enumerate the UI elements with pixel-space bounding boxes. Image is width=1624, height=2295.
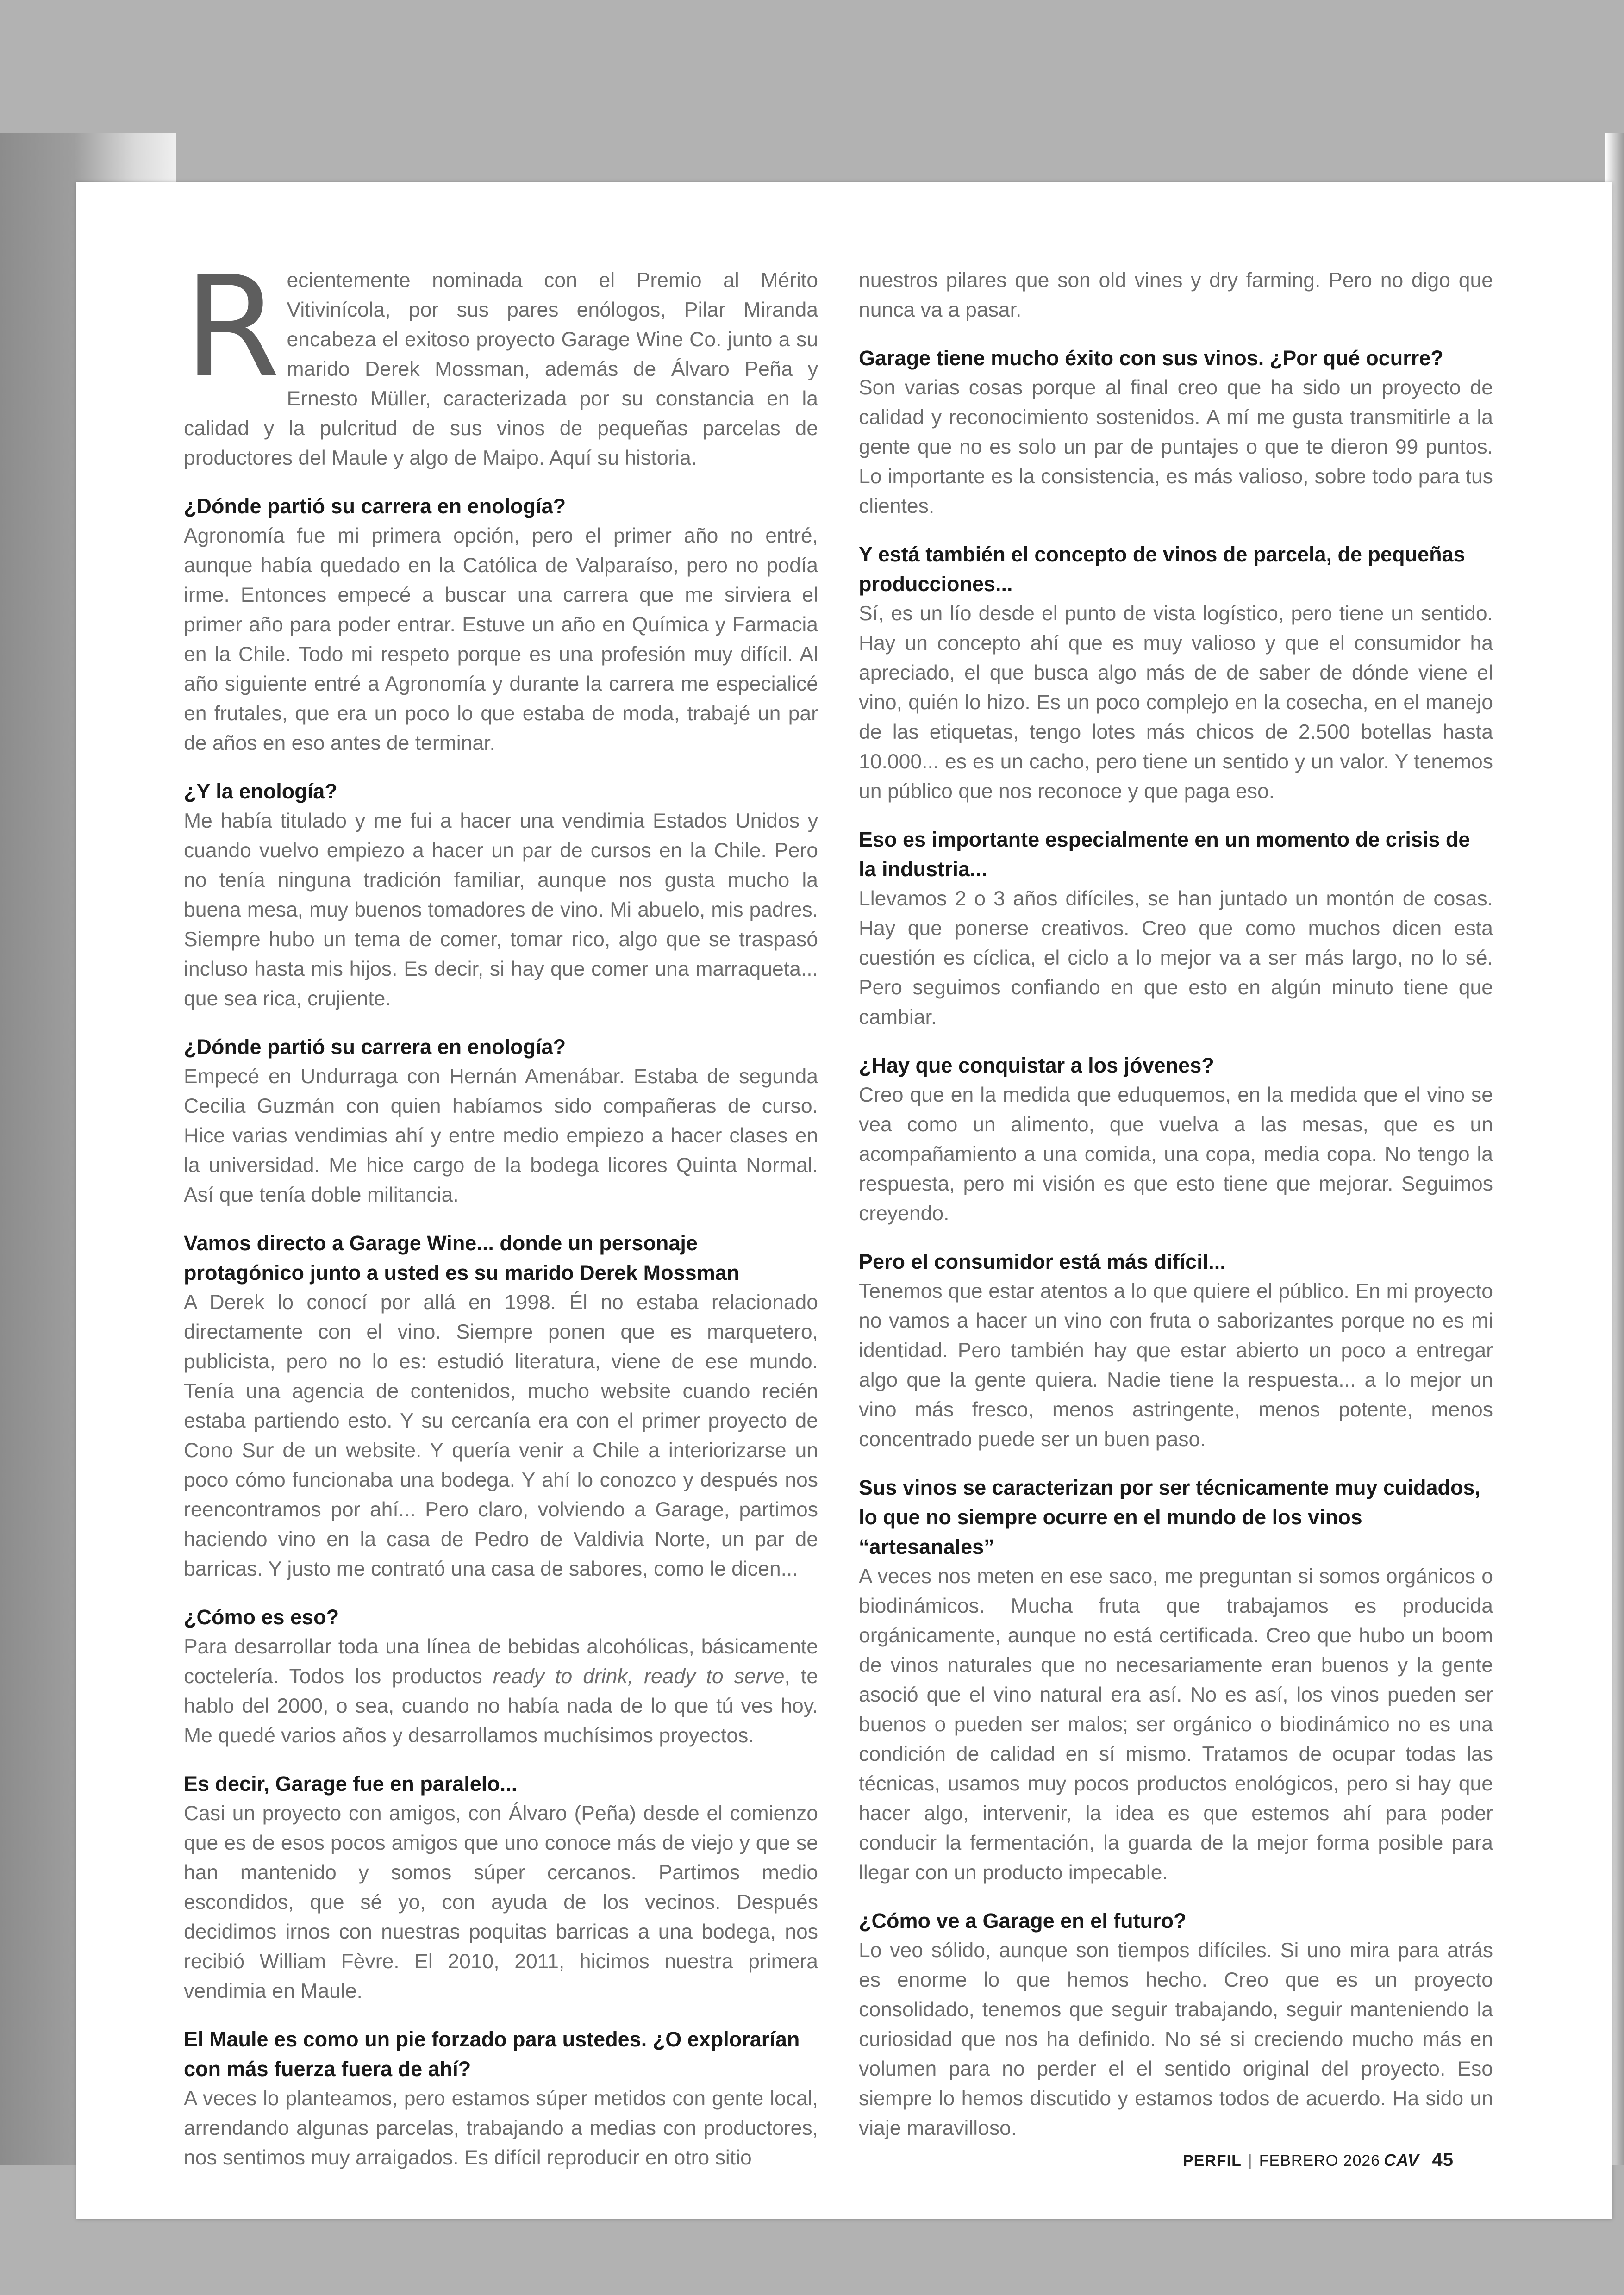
answer-paragraph: Lo veo sólido, aunque son tiempos difíciles. Si uno mira para atrás es enorme lo que hemos hecho. Creo que es un proyecto consolidado, tenemos que seguir trabajando, seguir manteniendo la curiosidad que nos ha definido. No sé si creciendo mucho más en volumen para no perder el el sentido original del proyecto. Eso siempre lo hemos discutido y estamos todos de acuerdo. Ha sido un viaje maravilloso.	[859, 1939, 1493, 2139]
answer-paragraph: Empecé en Undurraga con Hernán Amenábar. Estaba de segunda Cecilia Guzmán con quien habíamos sido compañeras de curso. Hice varias vendimias ahí y entre medio empiezo a hacer clases en la universidad. Me hice cargo de la bodega licores Quinta Normal. Así que tenía doble militancia.	[184, 1065, 818, 1206]
question-heading: El Maule es como un pie forzado para ustedes. ¿O explorarían con más fuerza fuera de ahí?	[184, 2027, 800, 2081]
question-heading: ¿Y la enología?	[184, 780, 337, 803]
drop-cap: R	[184, 246, 281, 408]
page-footer	[1183, 2150, 1454, 2170]
answer-paragraph	[184, 1632, 818, 1751]
answer-paragraph: A veces nos meten en ese saco, me preguntan si somos orgánicos o biodinámicos. Mucha fruta que trabajamos es producida orgánicamente, aunque no está certificada. Creo que hubo un boom de vinos naturales que no necesariamente eran buenos y la gente asoció que el vino natural era así. No es así, los vinos pueden ser buenos o pueden ser malos; ser orgánico o biodinámico no es una condición de calidad en sí mismo. Tratamos de ocupar todas las técnicas, usamos muy pocos productos enológicos, pero si hay que hacer algo, intervenir, la idea es que estemos ahí para poder conducir la fermentación, la guarda de la mejor forma posible para llegar con un producto impecable.	[859, 1565, 1493, 1884]
question-heading: ¿Dónde partió su carrera en enología?	[184, 1035, 566, 1059]
answer-text: Para desarrollar toda una línea de bebidas alcohólicas, básicamente coctelería. Todos los productos	[184, 1635, 818, 1688]
question-heading: Vamos directo a Garage Wine... donde un personaje protagónico junto a usted es su marido Derek Mossman	[184, 1231, 740, 1285]
answer-paragraph: Creo que en la medida que eduquemos, en la medida que el vino se vea como un alimento, que vuelva a las mesas, que es un acompañamiento a una comida, una copa, media copa. No tengo la respuesta, pero mi visión es que esto tiene que mejorar. Seguimos creyendo.	[859, 1084, 1493, 1225]
question-heading: Eso es importante especialmente en un momento de crisis de la industria...	[859, 828, 1470, 881]
answer-paragraph: Sí, es un lío desde el punto de vista logístico, pero tiene un sentido. Hay un concepto ahí que es muy valioso y que el consumidor ha apreciado, el que busca algo más de de saber de dónde viene el vino, quién lo hizo. Es un poco complejo en la cosecha, en el manejo de las etiquetas, tengo lotes más chicos de 2.500 botellas hasta 10.000... es es un cacho, pero tiene un sentido y un valor. Y tenemos un público que nos reconoce y que paga eso.	[859, 602, 1493, 803]
answer-paragraph: Agronomía fue mi primera opción, pero el primer año no entré, aunque había quedado en la Católica de Valparaíso, pero no podía irme. Entonces empecé a buscar una carrera que me sirviera el primer año para poder entrar. Estuve un año en Química y Farmacia en la Chile. Todo mi respeto porque es una profesión muy difícil. Al año siguiente entré a Agronomía y durante la carrera me especialicé en frutales, que era un poco lo que estaba de moda, trabajé un par de años en eso antes de terminar.	[184, 524, 818, 755]
answer-paragraph: Casi un proyecto con amigos, con Álvaro (Peña) desde el comienzo que es de esos pocos amigos que uno conoce más de viejo y que se han mantenido y somos súper cercanos. Partimos medio escondidos, que sé yo, con ayuda de los vecinos. Después decidimos irnos con nuestras poquitas barricas a una bodega, nos recibió William Fèvre. El 2010, 2011, hicimos nuestra primera vendimia en Maule.	[184, 1802, 818, 2002]
answer-paragraph: Me había titulado y me fui a hacer una vendimia Estados Unidos y cuando vuelvo empiezo a hacer un par de cursos en la Chile. Pero no tenía ninguna tradición familiar, aunque nos gusta mucho la buena mesa, muy buenos tomadores de vino. Mi abuelo, mis padres. Siempre hubo un tema de comer, tomar rico, algo que se traspasó incluso hasta mis hijos. Es decir, si hay que comer una marraqueta... que sea rica, crujiente.	[184, 810, 818, 1010]
magazine-page	[76, 182, 1612, 2219]
question-heading: Y está también el concepto de vinos de parcela, de pequeñas producciones...	[859, 543, 1465, 596]
answer-paragraph: Tenemos que estar atentos a lo que quiere el público. En mi proyecto no vamos a hacer un vino con fruta o saborizantes porque no es mi identidad. Pero también hay que estar abierto un poco a entregar algo que la gente quiera. Nadie tiene la respuesta... a lo mejor un vino más fresco, menos astringente, menos potente, menos concentrado puede ser un buen paso.	[859, 1280, 1493, 1451]
column-left	[184, 246, 818, 2191]
footer-section: PERFIL	[1183, 2152, 1242, 2170]
answer-paragraph: Llevamos 2 o 3 años difíciles, se han juntado un montón de cosas. Hay que ponerse creativos. Creo que como muchos dicen esta cuestión es cíclica, el ciclo a lo mejor va a ser más largo, no lo sé. Pero seguimos confiando en que esto en algún minuto tiene que cambiar.	[859, 887, 1493, 1029]
magazine-logo: CAV	[1384, 2151, 1419, 2170]
footer-separator: |	[1248, 2152, 1253, 2170]
intro-text: ecientemente nominada con el Premio al Mérito Vitivinícola, por sus pares enólogos, Pilar Miranda encabeza el exitoso proyecto Garage Wine Co. junto a su marido Derek Mossman, además de Álvaro Peña y Ernesto Müller, caracterizada por su constancia en la calidad y la pulcritud de sus vinos de pequeñas parcelas de productores del Maule y algo de Maipo. Aquí su historia.	[184, 269, 818, 469]
intro-paragraph	[184, 246, 818, 473]
footer-date: FEBRERO 2026	[1259, 2152, 1380, 2170]
column-right	[859, 266, 1493, 2162]
answer-paragraph: Son varias cosas porque al final creo que ha sido un proyecto de calidad y reconocimiento sostenidos. A mí me gusta transmitirle a la gente que no es solo un par de puntajes o que te dieron 99 puntos. Lo importante es la consistencia, es más valioso, sobre todo para tus clientes.	[859, 376, 1493, 518]
question-heading: ¿Hay que conquistar a los jóvenes?	[859, 1054, 1214, 1077]
answer-paragraph: A veces lo planteamos, pero estamos súper metidos con gente local, arrendando algunas parcelas, trabajando a medias con productores, nos sentimos muy arraigados. Es difícil reproducir en otro sitio	[184, 2087, 818, 2169]
answer-paragraph: A Derek lo conocí por allá en 1998. Él no estaba relacionado directamente con el vino. Siempre ponen que es marquetero, publicista, pero no lo es: estudió literatura, viene de ese mundo. Tenía una agencia de contenidos, mucho website cuando recién estaba partiendo esto. Y su cercanía era con el primer proyecto de Cono Sur de un website. Y quería venir a Chile a interiorizarse un poco cómo funcionaba una bodega. Y ahí lo conozco y después nos reencontramos por ahí... Pero claro, volviendo a Garage, partimos haciendo vino en la casa de Pedro de Valdivia Norte, un par de barricas. Y justo me contrató una casa de sabores, como le dicen...	[184, 1291, 818, 1580]
page-number: 45	[1432, 2150, 1454, 2170]
question-heading: Sus vinos se caracterizan por ser técnicamente muy cuidados, lo que no siempre ocurre en el mundo de los vinos “artesanales”	[859, 1476, 1481, 1559]
question-heading: ¿Cómo es eso?	[184, 1605, 339, 1629]
question-heading: Es decir, Garage fue en paralelo...	[184, 1772, 518, 1796]
question-heading: Garage tiene mucho éxito con sus vinos. ¿Por qué ocurre?	[859, 346, 1443, 370]
answer-italic-text: ready to drink, ready to serve	[493, 1665, 785, 1688]
question-heading: ¿Cómo ve a Garage en el futuro?	[859, 1909, 1187, 1933]
answer-text: , te hablo del 2000, o sea, cuando no había nada de lo que tú ves hoy. Me quedé varios años y desarrollamos muchísimos proyectos.	[184, 1665, 818, 1747]
question-heading: ¿Dónde partió su carrera en enología?	[184, 494, 566, 518]
question-heading: Pero el consumidor está más difícil...	[859, 1250, 1226, 1273]
answer-paragraph-continued: nuestros pilares que son old vines y dry farming. Pero no digo que nunca va a pasar.	[859, 269, 1493, 321]
